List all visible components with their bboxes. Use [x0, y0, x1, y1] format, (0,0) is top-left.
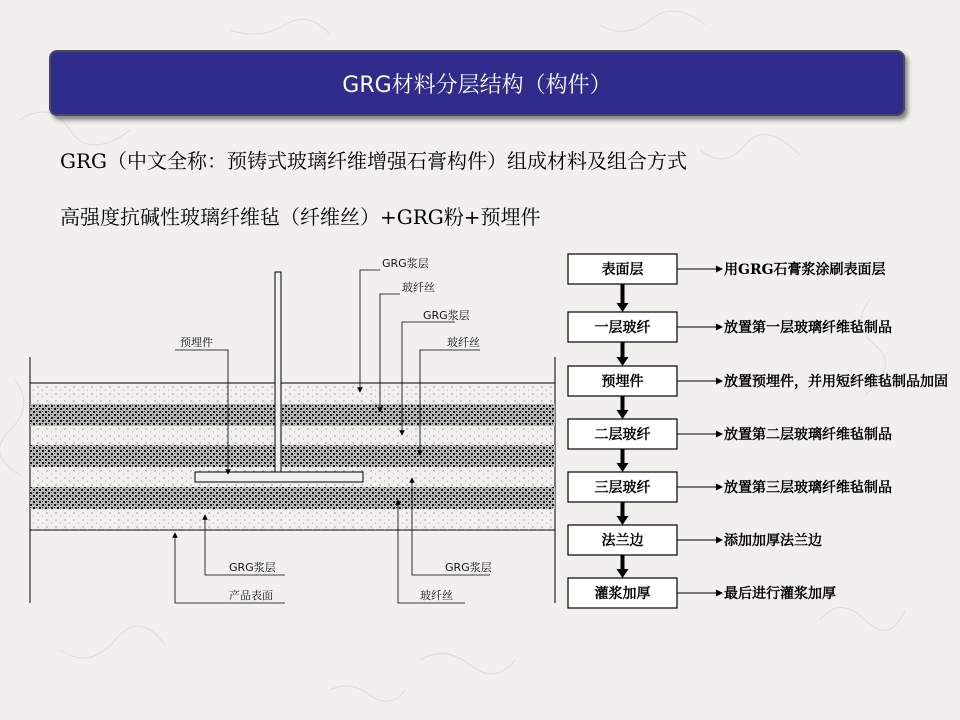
flow-arrow-head	[617, 410, 629, 419]
label-grg-mid: GRG浆层	[423, 309, 470, 322]
step-note: 放置第三层玻璃纤维毡制品	[724, 480, 892, 496]
step-note: 放置第二层玻璃纤维毡制品	[724, 427, 892, 443]
flow-arrow-shaft	[621, 502, 625, 517]
flow-arrow-shaft	[621, 396, 625, 411]
step-label: 法兰边	[601, 533, 644, 549]
flow-arrow-shaft	[621, 555, 625, 570]
flow-arrow-head	[617, 516, 629, 525]
label-embedded: 预埋件	[180, 336, 213, 349]
grg-layer-2	[30, 426, 555, 445]
step-note: 用GRG石膏浆涂刷表面层	[724, 262, 886, 278]
label-fiber-bottom: 玻纤丝	[420, 589, 453, 602]
label-grg-top: GRG浆层	[382, 257, 429, 270]
flow-arrow-head	[617, 303, 629, 312]
step-label: 表面层	[601, 262, 644, 278]
label-grg-bottom-right: GRG浆层	[445, 561, 492, 574]
step-note: 放置预埋件，并用短纤维毡制品加固	[724, 374, 948, 390]
fiber-layer-1	[30, 404, 555, 426]
flow-arrow-head	[617, 357, 629, 366]
grg-layer-4	[30, 509, 555, 530]
label-grg-bottom-left: GRG浆层	[229, 561, 276, 574]
label-fiber-mid: 玻纤丝	[447, 336, 480, 349]
step-label: 二层玻纤	[594, 427, 651, 443]
description-line-1: GRG（中文全称：预铸式玻璃纤维增强石膏构件）组成材料及组合方式	[60, 149, 688, 173]
cross-section	[30, 256, 555, 603]
flow-arrow-head	[617, 463, 629, 472]
step-label: 灌浆加厚	[594, 586, 651, 602]
step-note: 最后进行灌浆加厚	[724, 586, 836, 602]
fiber-layer-2	[30, 445, 555, 467]
grg-layer-1	[30, 384, 555, 404]
step-label: 三层玻纤	[594, 480, 651, 496]
fiber-layer-3	[30, 487, 555, 509]
description-line-2: 高强度抗碱性玻璃纤维毡（纤维丝）+GRG粉+预埋件	[60, 205, 541, 229]
label-product-surface: 产品表面	[229, 589, 273, 602]
step-label: 预埋件	[601, 374, 644, 390]
flow-arrow-shaft	[621, 342, 625, 358]
flow-arrow-shaft	[621, 449, 625, 464]
process-flow	[568, 254, 948, 608]
step-label: 一层玻纤	[594, 320, 651, 336]
page-title: GRG材料分层结构（构件）	[342, 72, 612, 98]
step-note: 放置第一层玻璃纤维毡制品	[724, 320, 892, 336]
flow-arrow-shaft	[621, 284, 625, 304]
label-fiber-top: 玻纤丝	[402, 281, 435, 294]
flow-arrow-head	[617, 569, 629, 578]
step-note: 添加加厚法兰边	[724, 533, 822, 549]
